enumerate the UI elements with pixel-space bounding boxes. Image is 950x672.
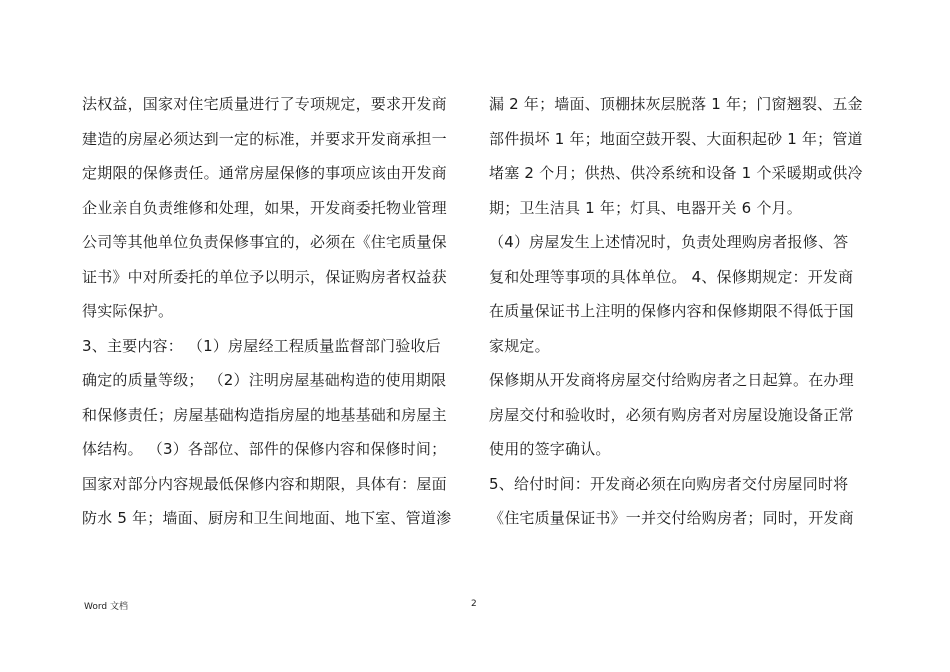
text-line: 使用的签字确认。 bbox=[489, 440, 611, 458]
text-line: 定期限的保修责任。通常房屋保修的事项应该由开发商 bbox=[82, 164, 447, 182]
page-number: 2 bbox=[471, 599, 477, 609]
text-line: 企业亲自负责维修和处理，如果，开发商委托物业管理 bbox=[82, 198, 447, 217]
text-line: 证书》中对所委托的单位予以明示，保证购房者权益获 bbox=[82, 267, 447, 286]
text-line: 5、给付时间：开发商必须在向购房者交付房屋同时将 bbox=[489, 474, 849, 493]
footer-label: Word 文档 bbox=[84, 602, 128, 612]
text-line: 保修期从开发商将房屋交付给购房者之日起算。在办理 bbox=[489, 371, 854, 389]
text-line: 在质量保证书上注明的保修内容和保修期限不得低于国 bbox=[489, 302, 854, 320]
text-line: 房屋交付和验收时，必须有购房者对房屋设施设备正常 bbox=[489, 405, 854, 424]
text-line: 《住宅质量保证书》一并交付给购房者；同时，开发商 bbox=[489, 509, 854, 527]
text-line: 国家对部分内容规最低保修内容和期限，具体有：屋面 bbox=[82, 474, 447, 493]
left-text-column bbox=[82, 87, 466, 536]
text-line: 复和处理等事项的具体单位。 4、保修期规定：开发商 bbox=[489, 267, 854, 286]
text-line: 得实际保护。 bbox=[82, 302, 174, 320]
text-line: 3、主要内容： （1）房屋经工程质量监督部门验收后 bbox=[82, 336, 441, 355]
text-line: 堵塞 2 个月；供热、供冷系统和设备 1 个采暖期或供冷 bbox=[489, 164, 863, 182]
text-line: 确定的质量等级； （2）注明房屋基础构造的使用期限 bbox=[82, 371, 447, 389]
text-line: （4）房屋发生上述情况时，负责处理购房者报修、答 bbox=[489, 233, 849, 251]
text-line: 防水 5 年；墙面、厨房和卫生间地面、地下室、管道渗 bbox=[82, 509, 452, 527]
text-line: 建造的房屋必须达到一定的标准，并要求开发商承担一 bbox=[82, 129, 447, 148]
text-line: 法权益，国家对住宅质量进行了专项规定，要求开发商 bbox=[82, 95, 447, 113]
text-line: 期；卫生洁具 1 年；灯具、电器开关 6 个月。 bbox=[489, 198, 802, 217]
text-line: 公司等其他单位负责保修事宜的，必须在《住宅质量保 bbox=[82, 233, 447, 251]
text-line: 和保修责任；房屋基础构造指房屋的地基基础和房屋主 bbox=[82, 405, 447, 424]
text-line: 部件损坏 1 年；地面空鼓开裂、大面积起砂 1 年；管道 bbox=[489, 129, 863, 148]
text-line: 家规定。 bbox=[489, 336, 550, 355]
text-line: 漏 2 年；墙面、顶棚抹灰层脱落 1 年；门窗翘裂、五金 bbox=[489, 95, 863, 113]
right-text-column bbox=[489, 87, 873, 536]
text-line: 体结构。 （3）各部位、部件的保修内容和保修时间； bbox=[82, 440, 447, 458]
